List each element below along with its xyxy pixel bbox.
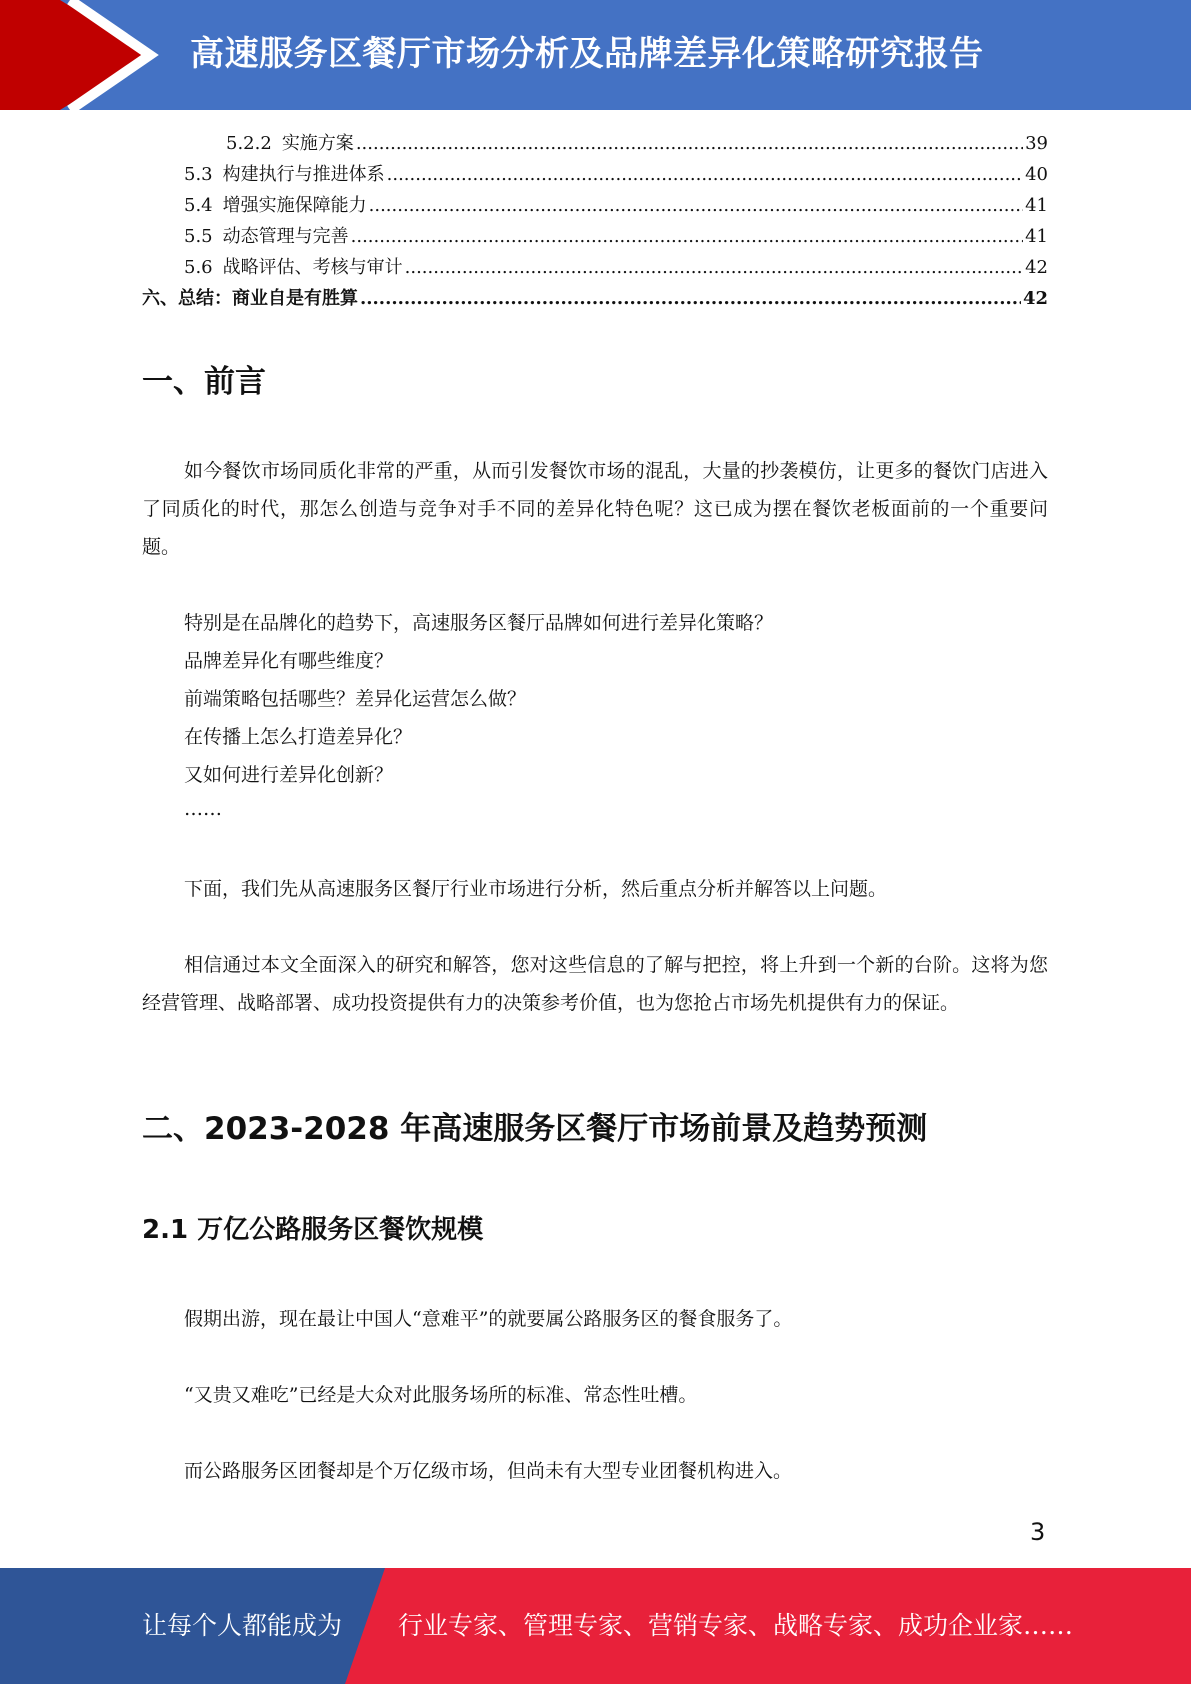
toc-entry-number: 5.4	[184, 195, 213, 216]
section-heading-preface: 一、前言	[142, 364, 266, 400]
toc-entry-label: 战略评估、考核与审计	[222, 257, 403, 278]
preface-paragraph-2: 下面，我们先从高速服务区餐厅行业市场进行分析，然后重点分析并解答以上问题。	[184, 878, 888, 900]
footer-slogan-left: 让每个人都能成为	[142, 1611, 343, 1640]
page-number: 3	[1030, 1518, 1046, 1546]
toc-leader-dots	[356, 128, 1023, 159]
toc-entry-number: 5.5	[184, 226, 213, 247]
preface-paragraph-1: 如今餐饮市场同质化非常的严重，从而引发餐饮市场的混乱，大量的抄袭模仿，让更多的餐饮门店进入了同质化的时代，那怎么创造与竞争对手不同的差异化特色呢？这已成为摆在餐饮老板面前的一个重要问题。	[142, 460, 1048, 558]
question-line: 前端策略包括哪些？差异化运营怎么做？	[184, 688, 527, 710]
question-line: 品牌差异化有哪些维度？	[184, 650, 394, 672]
toc-leader-dots	[360, 283, 1021, 314]
header-banner	[0, 0, 1191, 110]
toc-entry-page: 40	[1025, 164, 1048, 185]
toc-leader-dots	[369, 190, 1023, 221]
toc-entry-page: 41	[1025, 226, 1048, 247]
toc-leader-dots	[351, 221, 1023, 252]
question-line: 在传播上怎么打造差异化？	[184, 726, 413, 748]
toc-entry-page: 39	[1025, 133, 1048, 154]
toc-entry-page: 41	[1025, 195, 1048, 216]
toc-entry-label: 构建执行与推进体系	[222, 164, 385, 185]
toc-entry-label: 六、总结：商业自是有胜算	[142, 288, 358, 309]
body-line: 假期出游，现在最让中国人“意难平”的就要属公路服务区的餐食服务了。	[184, 1308, 793, 1330]
toc-entry-number: 5.6	[184, 257, 213, 278]
question-line: 特别是在品牌化的趋势下，高速服务区餐厅品牌如何进行差异化策略？	[184, 612, 774, 634]
toc-leader-dots	[405, 252, 1023, 283]
toc-entry[interactable]	[142, 252, 1048, 283]
table-of-contents	[142, 128, 1048, 314]
toc-entry[interactable]	[142, 128, 1048, 159]
footer-banner	[0, 1568, 1191, 1684]
body-line: 而公路服务区团餐却是个万亿级市场，但尚未有大型专业团餐机构进入。	[184, 1460, 793, 1482]
question-line: 又如何进行差异化创新？	[184, 764, 394, 786]
toc-entry-page: 42	[1022, 288, 1048, 309]
toc-leader-dots	[387, 159, 1023, 190]
toc-entry-label: 增强实施保障能力	[222, 195, 367, 216]
preface-paragraph-3: 相信通过本文全面深入的研究和解答，您对这些信息的了解与把控，将上升到一个新的台阶。这将为您经营管理、战略部署、成功投资提供有力的决策参考价值，也为您抢占市场先机提供有力的保证。	[142, 954, 1048, 1014]
toc-entry-number: 5.3	[184, 164, 213, 185]
toc-entry-page: 42	[1025, 257, 1048, 278]
toc-entry[interactable]	[142, 221, 1048, 252]
toc-entry-label: 动态管理与完善	[222, 226, 349, 247]
report-title: 高速服务区餐厅市场分析及品牌差异化策略研究报告	[190, 34, 984, 74]
toc-entry-label: 实施方案	[281, 133, 354, 154]
toc-entry-number: 5.2.2	[226, 133, 272, 154]
footer-slogan-right: 行业专家、管理专家、营销专家、战略专家、成功企业家……	[398, 1611, 1074, 1640]
body-line: “又贵又难吃”已经是大众对此服务场所的标准、常态性吐槽。	[184, 1384, 698, 1406]
section-heading-forecast: 二、2023-2028 年高速服务区餐厅市场前景及趋势预测	[142, 1111, 928, 1147]
toc-entry[interactable]	[142, 283, 1048, 314]
ellipsis-line: ……	[184, 798, 222, 820]
toc-entry[interactable]	[142, 159, 1048, 190]
subsection-heading-scale: 2.1 万亿公路服务区餐饮规模	[142, 1215, 484, 1245]
toc-entry[interactable]	[142, 190, 1048, 221]
